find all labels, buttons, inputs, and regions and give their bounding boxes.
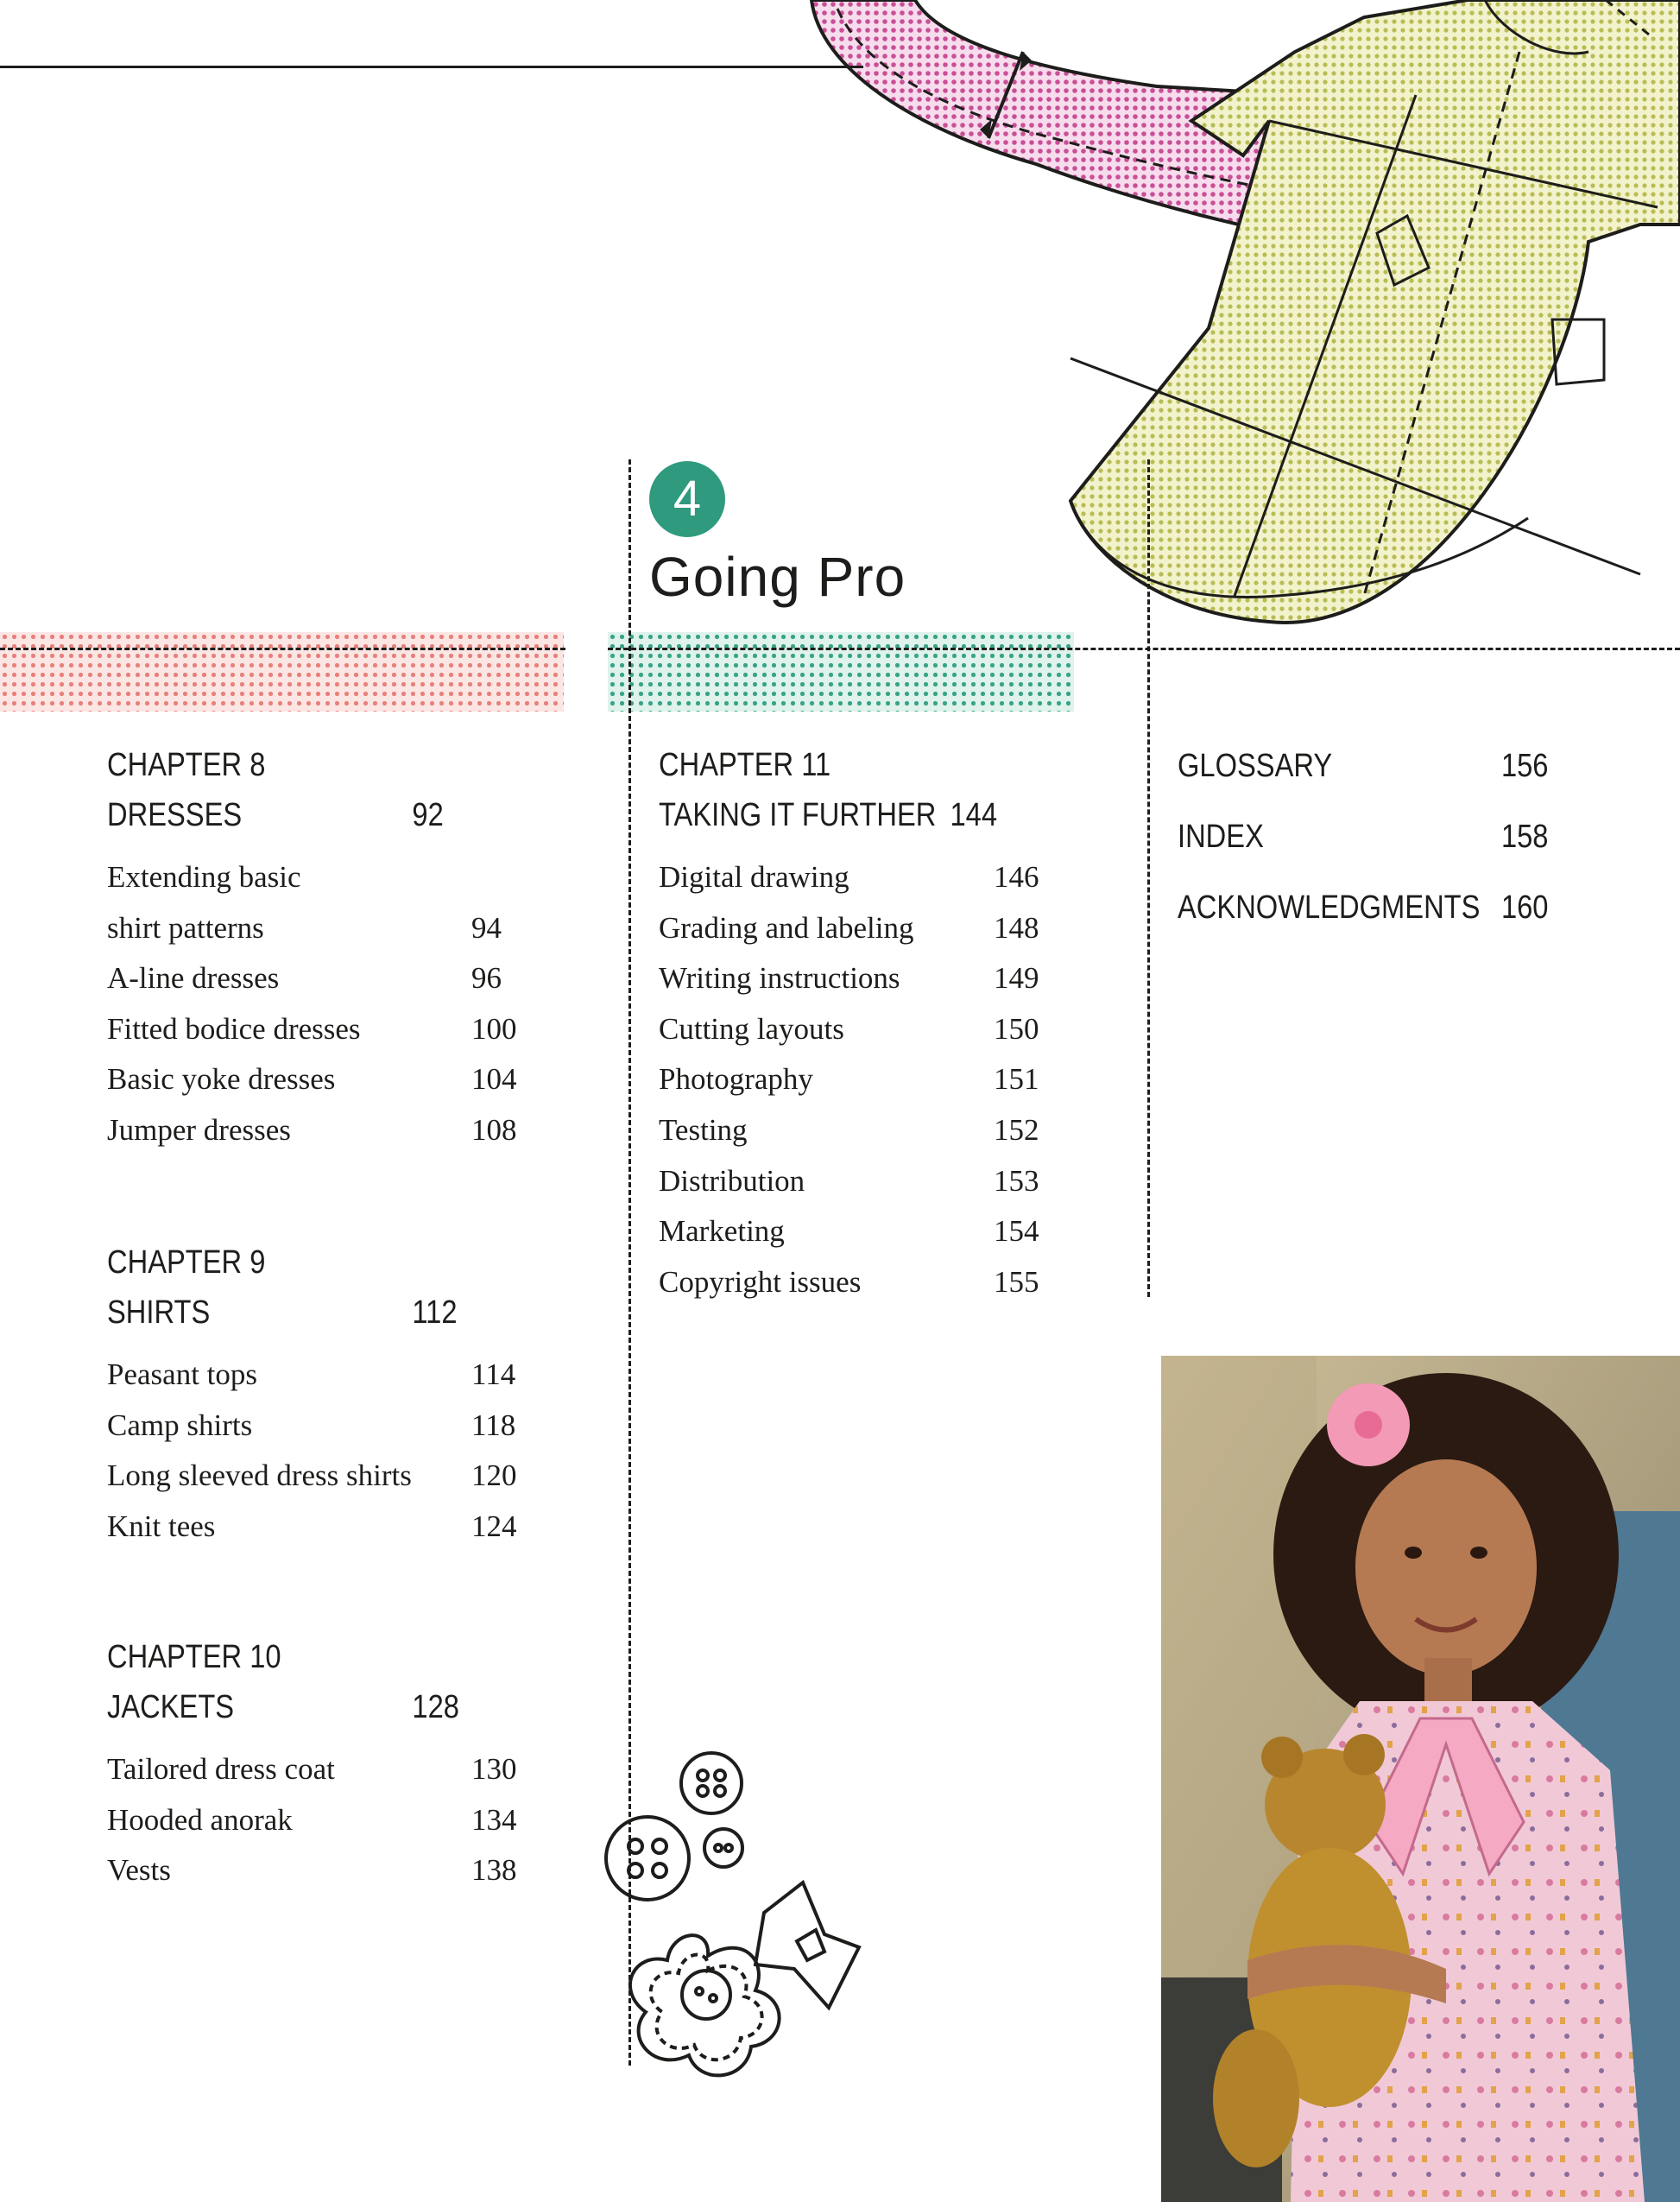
part-title: Going Pro	[649, 546, 906, 608]
chapter-heading[interactable]	[107, 1288, 493, 1338]
toc-chapter-9	[107, 1237, 556, 1552]
chapter-number: CHAPTER 10	[107, 1639, 281, 1675]
chapter-title: JACKETS	[107, 1689, 235, 1725]
dashed-divider-left	[0, 648, 565, 650]
toc-entry[interactable]	[107, 1004, 556, 1055]
entry-label: Jumper dresses	[107, 1112, 291, 1147]
entry-page: 158	[1500, 819, 1549, 855]
toc-entry[interactable]	[107, 1845, 556, 1896]
toc-entry[interactable]	[107, 1350, 556, 1401]
toc-entry[interactable]	[107, 852, 556, 903]
toc-entry-acknowledgments[interactable]	[1178, 872, 1594, 943]
entry-page: 124	[471, 1509, 517, 1543]
entry-label: ACKNOWLEDGMENTS	[1178, 889, 1481, 926]
toc-entry[interactable]	[659, 852, 1108, 903]
entry-label: Testing	[659, 1112, 748, 1147]
entry-page: 130	[471, 1752, 517, 1786]
entry-label: Hooded anorak	[107, 1802, 293, 1837]
entry-label: shirt patterns	[107, 910, 264, 945]
toc-entry[interactable]	[659, 903, 1108, 954]
entry-label: Marketing	[659, 1214, 785, 1249]
entry-label: Cutting layouts	[659, 1011, 844, 1046]
toc-entry-index[interactable]	[1178, 801, 1594, 872]
entry-label: Fitted bodice dresses	[107, 1011, 361, 1046]
entry-label: Vests	[107, 1853, 171, 1888]
chapter-title: DRESSES	[107, 797, 243, 833]
chapter-page: 144	[950, 797, 998, 833]
entry-label: Grading and labeling	[659, 910, 914, 945]
dashed-divider-right	[608, 648, 1680, 650]
toc-entry[interactable]	[659, 1004, 1108, 1055]
entry-page: 148	[994, 910, 1039, 945]
entry-label: Peasant tops	[107, 1357, 258, 1391]
green-dotted-band	[608, 632, 1074, 712]
entry-label: Copyright issues	[659, 1264, 862, 1299]
chapter-number: CHAPTER 8	[107, 747, 266, 783]
toc-entry[interactable]	[659, 1257, 1108, 1308]
toc-entry[interactable]	[107, 1744, 556, 1795]
entry-label: Distribution	[659, 1163, 805, 1198]
entry-label: Long sleeved dress shirts	[107, 1459, 412, 1493]
toc-entry[interactable]	[107, 1105, 556, 1156]
entry-label: Knit tees	[107, 1509, 216, 1543]
chapter-title: TAKING IT FURTHER	[659, 797, 937, 833]
chapter-page: 112	[412, 1294, 458, 1331]
entry-page: 134	[471, 1802, 517, 1837]
toc-entry[interactable]	[659, 1105, 1108, 1156]
entry-label: Digital drawing	[659, 860, 849, 894]
buttons-and-bow-illustration	[596, 1744, 872, 2055]
dashed-column-divider-2	[1147, 459, 1150, 1297]
toc-back-matter	[1178, 731, 1661, 943]
entry-label: Writing instructions	[659, 961, 900, 996]
part-number: 4	[673, 471, 702, 527]
entry-page: 138	[471, 1853, 517, 1888]
chapter-page: 92	[412, 797, 444, 833]
entry-page: 160	[1500, 889, 1549, 926]
entry-page: 149	[994, 961, 1039, 996]
entry-label: Extending basic	[107, 860, 301, 894]
chapter-number: CHAPTER 11	[659, 747, 831, 783]
chapter-heading[interactable]	[659, 790, 1045, 840]
top-rule	[0, 66, 863, 68]
entry-label: INDEX	[1178, 819, 1264, 855]
toc-entry-glossary[interactable]	[1178, 731, 1594, 801]
dress-pattern-illustration	[812, 0, 1680, 639]
entry-page: 151	[994, 1062, 1039, 1097]
entry-label: Photography	[659, 1062, 813, 1097]
entry-page: 114	[471, 1357, 516, 1391]
chapter-page: 128	[412, 1689, 459, 1725]
entry-label: GLOSSARY	[1178, 748, 1333, 784]
entry-label: Camp shirts	[107, 1408, 253, 1442]
part-number-badge	[649, 461, 725, 537]
entry-page: 155	[994, 1264, 1039, 1299]
toc-chapter-11	[659, 740, 1108, 1307]
toc-entry[interactable]	[107, 1502, 556, 1553]
entry-page: 104	[471, 1062, 517, 1097]
toc-entry[interactable]	[659, 1156, 1108, 1207]
entry-page: 150	[994, 1011, 1039, 1046]
entry-page: 153	[994, 1163, 1039, 1198]
entry-page: 154	[994, 1214, 1039, 1249]
entry-page: 152	[994, 1112, 1039, 1147]
chapter-heading[interactable]	[107, 790, 493, 840]
entry-page: 156	[1500, 748, 1549, 784]
entry-page: 118	[471, 1408, 516, 1442]
toc-entry[interactable]	[107, 1795, 556, 1846]
toc-entry[interactable]	[659, 953, 1108, 1004]
entry-page: 108	[471, 1112, 517, 1147]
toc-entry[interactable]	[107, 1451, 556, 1502]
entry-page: 146	[994, 860, 1039, 894]
entry-label: A-line dresses	[107, 961, 280, 996]
entry-page: 100	[471, 1011, 517, 1046]
pink-dotted-band	[0, 632, 564, 712]
entry-label: Tailored dress coat	[107, 1752, 335, 1786]
chapter-title: SHIRTS	[107, 1294, 211, 1331]
toc-entry[interactable]	[659, 1206, 1108, 1257]
entry-page: 94	[471, 910, 502, 945]
toc-chapter-8	[107, 740, 556, 1156]
entry-label: Basic yoke dresses	[107, 1062, 336, 1097]
toc-chapter-10	[107, 1632, 556, 1896]
toc-entry[interactable]	[107, 903, 556, 954]
chapter-heading[interactable]	[107, 1682, 493, 1732]
toc-entry[interactable]	[107, 1054, 556, 1105]
entry-page: 120	[471, 1459, 517, 1493]
toc-entry[interactable]	[107, 1401, 556, 1452]
toc-entry[interactable]	[659, 1054, 1108, 1105]
girl-with-teddy-bear-photo	[1161, 1356, 1680, 2202]
chapter-number: CHAPTER 9	[107, 1244, 266, 1281]
entry-page: 96	[471, 961, 502, 996]
toc-entry[interactable]	[107, 953, 556, 1004]
